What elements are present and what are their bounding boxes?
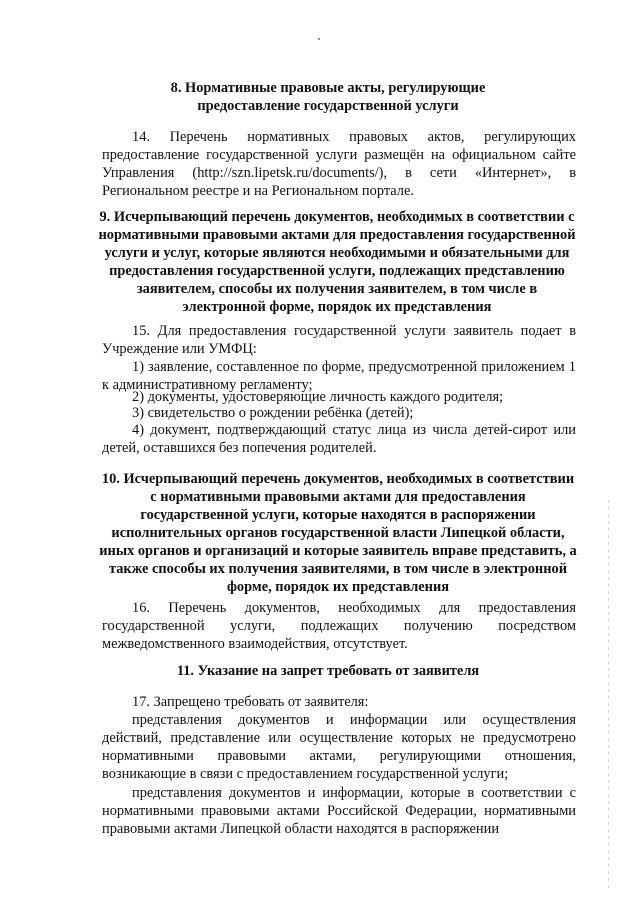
section-8-title-line-2: предоставление государственной услуги xyxy=(197,98,459,114)
scan-speck xyxy=(318,38,320,40)
section-9-heading: 9. Исчерпывающий перечень документов, необходимых в соответствии с нормативными правовыми актами для предоставления государственной услуги и услуг, которые являются необходимыми и обязательными для предоставления государственной услуги, подлежащих представлению заявителем, способы их получения заявителем, в том числе в электронной форме, порядок их представления xyxy=(98,209,576,315)
paragraph-17-item-a: представления документов и информации или осуществления действий, представление или осуществление которых не предусмотрено нормативными правовыми актами, регулирующими отношения, возникающие в связи с предоставлением государственной услуги; xyxy=(102,712,576,782)
paragraph-15: 15. Для предоставления государственной услуги заявитель подает в Учреждение или УМФЦ: xyxy=(102,323,576,357)
section-8-heading xyxy=(100,79,556,115)
list-item-3: 3) свидетельство о рождении ребёнка (детей); xyxy=(132,405,414,421)
section-11-heading: 11. Указание на запрет требовать от заявителя xyxy=(176,663,480,679)
paragraph-14: 14. Перечень нормативных правовых актов, регулирующих предоставление государственной услуги размещён на официальном сайте Управления (http://szn.lipetsk.ru/documents/), в сети «Интернет», в Региональном реестре и на Региональном портале. xyxy=(102,129,576,199)
list-item-1: 1) заявление, составленное по форме, предусмотренной приложением 1 к административному регламенту; xyxy=(102,359,576,393)
list-item-2: 2) документы, удостоверяющие личность каждого родителя; xyxy=(132,389,504,405)
paragraph-16: 16. Перечень документов, необходимых для предоставления государственной услуги, подлежащих получению посредством межведомственного взаимодействия, отсутствует. xyxy=(102,600,576,652)
section-8-title-line-1: 8. Нормативные правовые акты, регулирующие xyxy=(170,80,486,96)
section-10-heading: 10. Исчерпывающий перечень документов, необходимых в соответствии с нормативными правовыми актами для предоставления государственной услуги, которые находятся в распоряжении исполнительных органов государственной власти Липецкой области, иных органов и организаций и которые заявитель вправе представить, а также способы их получения заявителями, в том числе в электронной форме, порядок их представления xyxy=(99,471,577,595)
list-item-4: 4) документ, подтверждающий статус лица из числа детей-сирот или детей, оставшихся без попечения родителей. xyxy=(102,422,576,456)
scan-margin-line xyxy=(608,500,609,890)
paragraph-17-item-b: представления документов и информации, которые в соответствии с нормативными правовыми актами Российской Федерации, нормативными правовыми актами Липецкой области находятся в распоряжении xyxy=(102,785,576,837)
paragraph-17: 17. Запрещено требовать от заявителя: xyxy=(132,694,369,710)
